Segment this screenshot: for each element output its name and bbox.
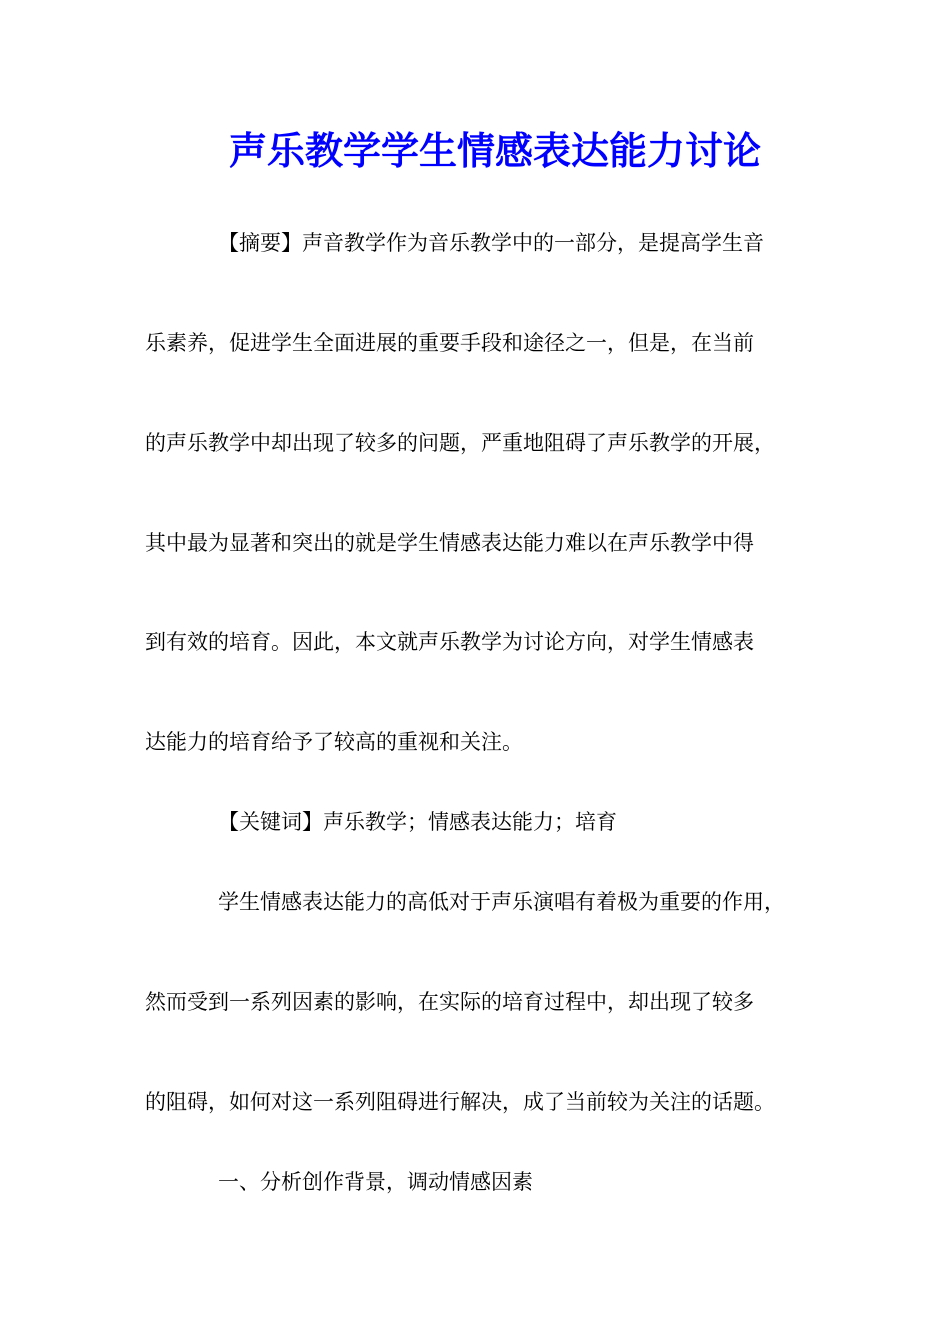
intro-line-3: 的阻碍，如何对这一系列阻碍进行解决，成了当前较为关注的话题。: [145, 1090, 775, 1114]
abstract-line-5: 到有效的培育。因此，本文就声乐教学为讨论方向，对学生情感表: [145, 630, 754, 654]
intro-line-1: 学生情感表达能力的高低对于声乐演唱有着极为重要的作用，: [218, 890, 785, 914]
keywords-line: 【关键词】声乐教学；情感表达能力；培育: [218, 810, 617, 834]
document-title: 声乐教学学生情感表达能力讨论: [228, 128, 761, 173]
abstract-line-6: 达能力的培育给予了较高的重视和关注。: [145, 730, 523, 754]
section-heading: 一、分析创作背景，调动情感因素: [218, 1170, 533, 1194]
intro-line-2: 然而受到一系列因素的影响，在实际的培育过程中，却出现了较多: [145, 990, 754, 1014]
abstract-line-4: 其中最为显著和突出的就是学生情感表达能力难以在声乐教学中得: [145, 531, 754, 555]
abstract-line-2: 乐素养，促进学生全面进展的重要手段和途径之一，但是，在当前: [145, 331, 754, 355]
abstract-line-3: 的声乐教学中却出现了较多的问题，严重地阻碍了声乐教学的开展，: [145, 431, 775, 455]
abstract-line-1: 【摘要】声音教学作为音乐教学中的一部分，是提高学生音: [218, 231, 764, 255]
